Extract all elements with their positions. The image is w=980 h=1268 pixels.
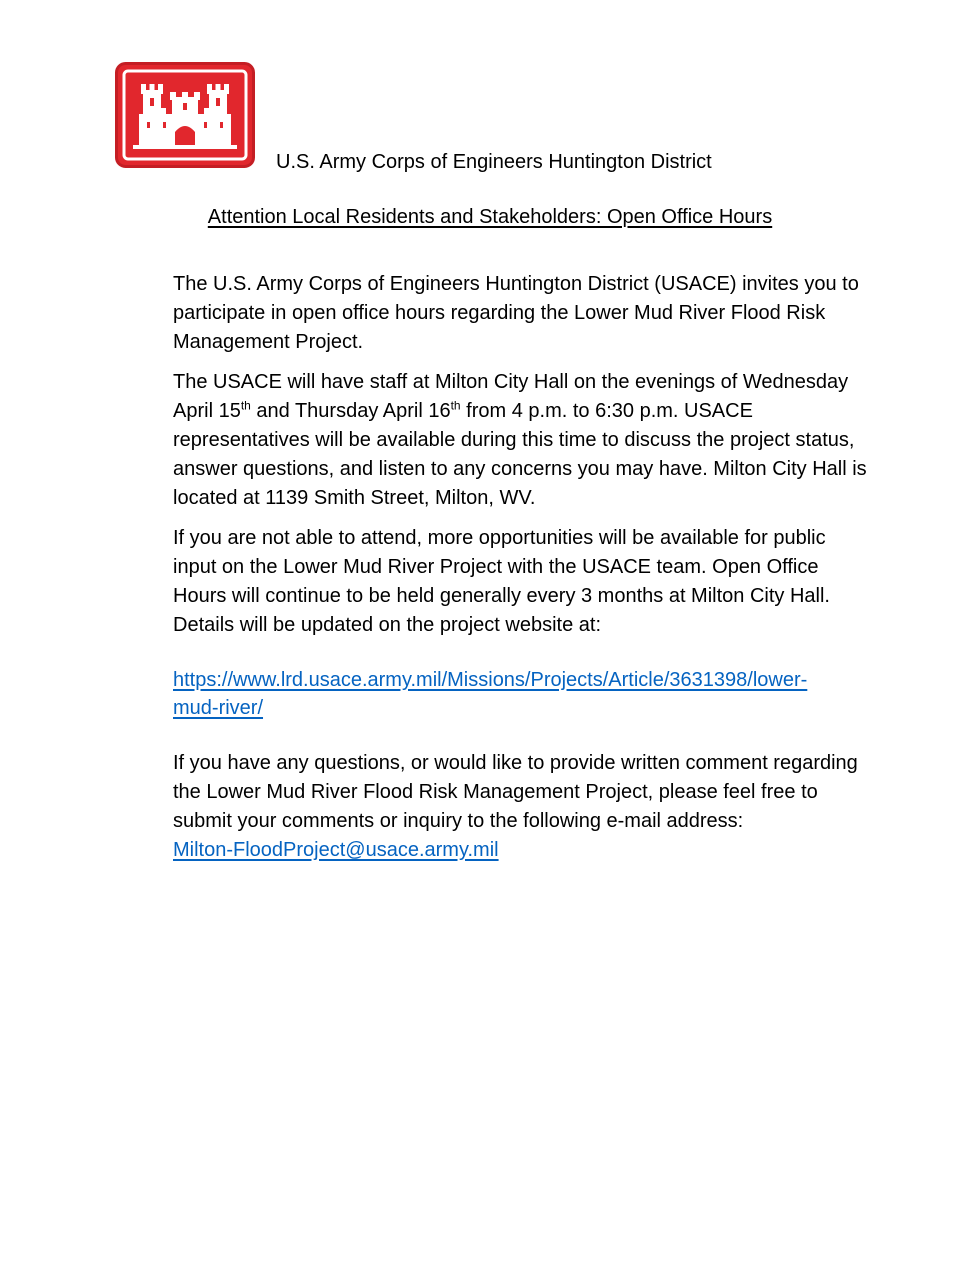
schedule-text-part2: and Thursday April 16 xyxy=(250,400,451,423)
castle-logo-icon xyxy=(115,62,255,168)
project-website-link-line2[interactable]: mud-river/ xyxy=(173,697,264,720)
organization-name: U.S. Army Corps of Engineers Huntington District xyxy=(276,151,712,173)
project-website-link[interactable] xyxy=(173,666,873,724)
ordinal-suffix: th xyxy=(450,398,461,413)
schedule-text-part1: The USACE will have staff at Milton City Hall on the evenings of Wednesday April 15 xyxy=(173,371,849,423)
notice-title xyxy=(0,204,980,230)
ordinal-suffix: th xyxy=(240,398,251,413)
contact-email-link[interactable]: Milton-FloodProject@usace.army.mil xyxy=(173,838,499,861)
intro-paragraph: The U.S. Army Corps of Engineers Huntington District (USACE) invites you to participate in open office hours regarding the Lower Mud River Flood Risk Management Project. xyxy=(173,273,859,353)
project-website-link-line1[interactable]: https://www.lrd.usace.army.mil/Missions/Projects/Article/3631398/lower- xyxy=(173,668,808,691)
notice-title-text: Attention Local Residents and Stakeholders: Open Office Hours xyxy=(207,206,773,228)
usace-castle-logo xyxy=(115,62,255,168)
contact-paragraph xyxy=(173,749,873,864)
schedule-text-part3: from 4 p.m. to 6:30 p.m. USACE representatives will be available during this time to discuss the project status, answer questions, and listen to any concerns you may have. Milton City Hall is located at 1139 Smith Street, Milton, WV. xyxy=(173,400,867,509)
notice-body xyxy=(173,270,873,876)
contact-text: If you have any questions, or would like to provide written comment regarding the Lower Mud River Flood Risk Management Project, please feel free to submit your comments or inquiry to the following e-mail address: xyxy=(173,752,858,832)
future-opportunities-paragraph: If you are not able to attend, more opportunities will be available for public input on the Lower Mud River Project with the USACE team. Open Office Hours will continue to be held generally every 3 months at Milton City Hall. Details will be updated on the project website at: xyxy=(173,527,830,636)
schedule-paragraph xyxy=(173,368,873,512)
website-link-paragraph xyxy=(173,666,873,724)
